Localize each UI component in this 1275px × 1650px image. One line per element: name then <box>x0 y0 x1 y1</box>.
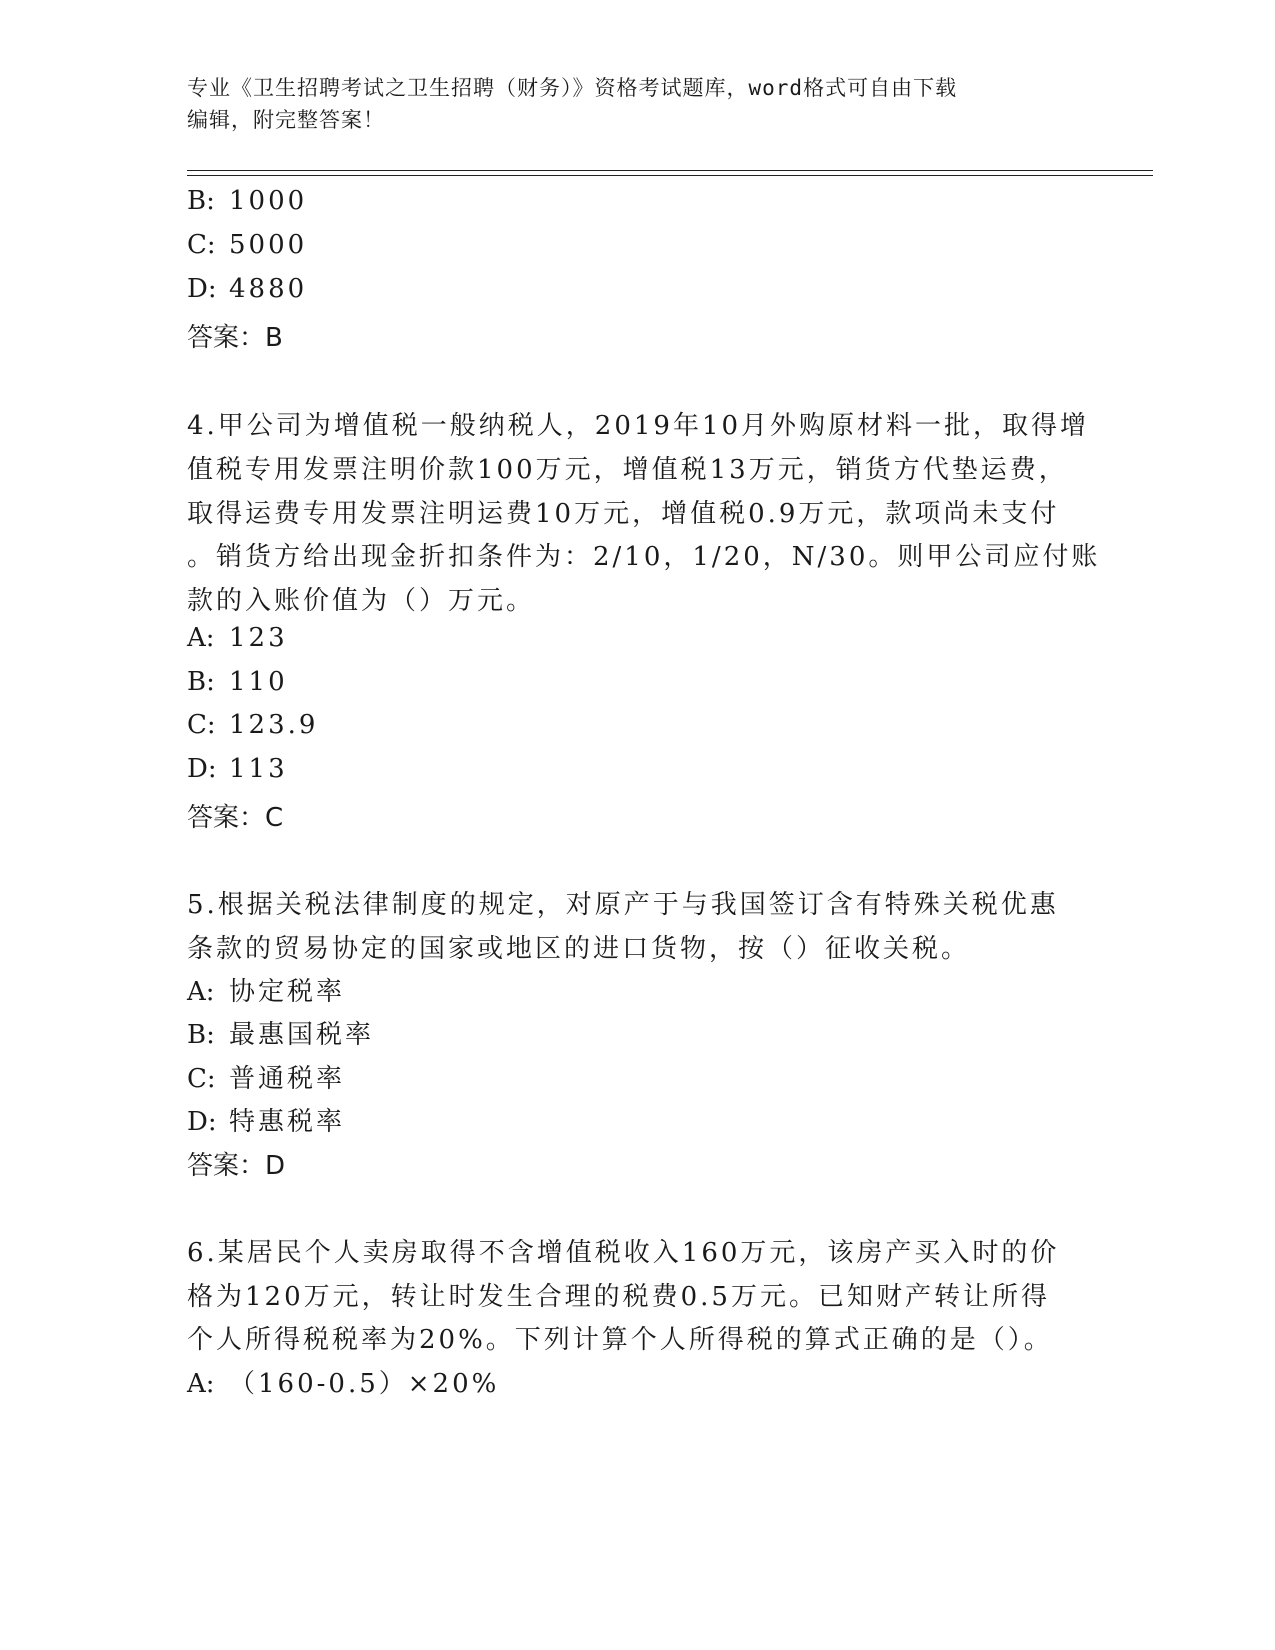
question-4-line-2: 值税专用发票注明价款100万元，增值税13万元，销货方代垫运费， <box>187 455 1068 485</box>
answer-value: C <box>265 803 284 833</box>
option-letter: A: <box>187 1369 215 1399</box>
answer-value: B <box>265 323 283 353</box>
option-letter: D: <box>187 1107 217 1137</box>
option-text: 5000 <box>229 230 308 260</box>
option-a <box>187 623 288 653</box>
answer-line <box>187 797 283 834</box>
question-6-line-2: 格为120万元，转让时发生合理的税费0.5万元。已知财产转让所得 <box>187 1282 1050 1312</box>
question-4-line-4: 。销货方给出现金折扣条件为：2/10，1/20，N/30。则甲公司应付账 <box>187 542 1101 572</box>
option-text: （160-0.5）×20% <box>229 1369 500 1399</box>
option-text: 123.9 <box>229 710 319 740</box>
option-letter: D: <box>187 274 217 304</box>
question-4-line-1: 4.甲公司为增值税一般纳税人，2019年10月外购原材料一批，取得增 <box>187 411 1090 441</box>
question-6-line-3: 个人所得税税率为20%。下列计算个人所得税的算式正确的是（）。 <box>187 1325 1053 1355</box>
option-text: 110 <box>229 667 288 697</box>
option-a <box>187 971 345 1008</box>
option-letter: B: <box>187 186 215 216</box>
option-text: 普通税率 <box>229 1064 346 1094</box>
option-letter: D: <box>187 754 217 784</box>
option-text: 最惠国税率 <box>229 1020 375 1050</box>
option-text: 4880 <box>229 274 308 304</box>
option-text: 1000 <box>229 186 308 216</box>
question-6-line-1: 6.某居民个人卖房取得不含增值税收入160万元，该房产买入时的价 <box>187 1238 1060 1268</box>
option-letter: B: <box>187 1020 215 1050</box>
option-b <box>187 1014 374 1051</box>
option-a <box>187 1363 499 1400</box>
answer-label: 答案： <box>187 803 266 833</box>
doc-header-line-1: 专业《卫生招聘考试之卫生招聘（财务）》资格考试题库，word格式可自由下载 <box>187 76 958 100</box>
answer-label: 答案： <box>187 1151 266 1181</box>
question-4-line-5: 款的入账价值为（）万元。 <box>187 586 536 616</box>
option-d <box>187 754 288 784</box>
option-letter: C: <box>187 230 216 260</box>
question-4-line-3: 取得运费专用发票注明运费10万元，增值税0.9万元，款项尚未支付 <box>187 499 1060 529</box>
answer-line <box>187 317 283 354</box>
option-letter: C: <box>187 1064 216 1094</box>
answer-value: D <box>265 1151 286 1181</box>
option-letter: A: <box>187 977 215 1007</box>
option-c <box>187 230 307 260</box>
option-b <box>187 667 288 697</box>
option-text: 协定税率 <box>229 977 346 1007</box>
answer-line <box>187 1145 285 1182</box>
answer-label: 答案： <box>187 323 266 353</box>
doc-header-line-2: 编辑，附完整答案！ <box>187 108 385 132</box>
option-letter: B: <box>187 667 215 697</box>
option-d <box>187 1101 345 1138</box>
header-rule-bottom <box>187 175 1153 176</box>
header-rule-top <box>187 170 1153 171</box>
question-5-line-2: 条款的贸易协定的国家或地区的进口货物，按（）征收关税。 <box>187 934 971 964</box>
option-text: 特惠税率 <box>229 1107 346 1137</box>
option-letter: C: <box>187 710 216 740</box>
option-c <box>187 1058 345 1095</box>
option-text: 123 <box>229 623 288 653</box>
option-b <box>187 186 307 216</box>
option-text: 113 <box>229 754 288 784</box>
option-d <box>187 274 307 304</box>
option-c <box>187 710 318 740</box>
question-5-line-1: 5.根据关税法律制度的规定，对原产于与我国签订含有特殊关税优惠 <box>187 890 1059 920</box>
option-letter: A: <box>187 623 215 653</box>
